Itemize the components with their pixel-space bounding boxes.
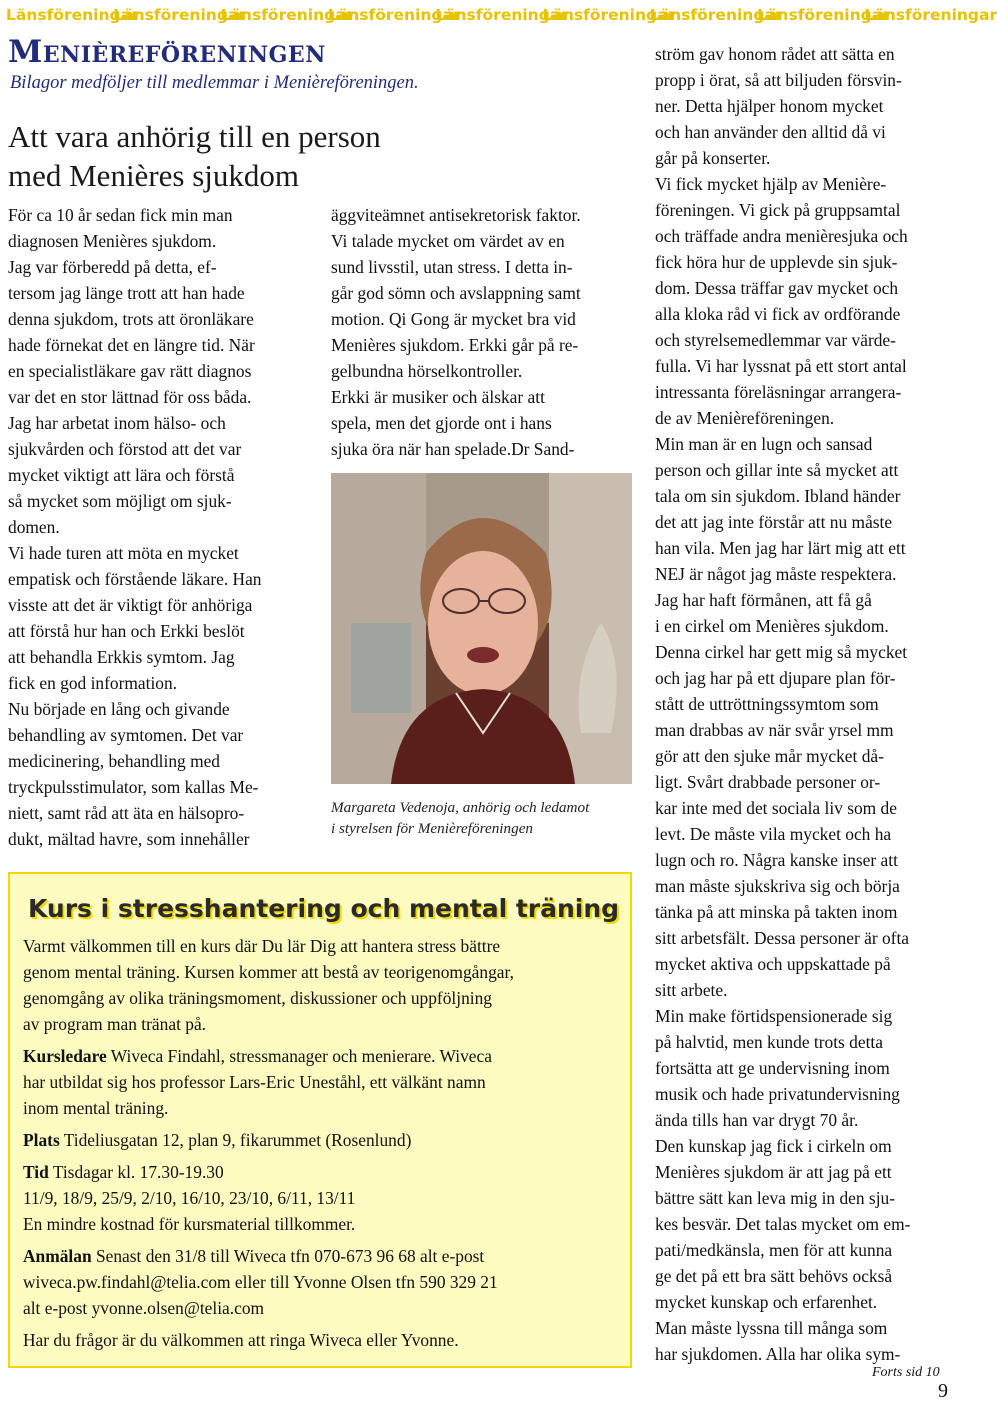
- tid-line: [23, 1159, 514, 1185]
- text-line: kes besvär. Det talas mycket om em-: [655, 1214, 911, 1234]
- text-line: sitt arbete.: [655, 980, 728, 1000]
- text-line: gör att den sjuke mår mycket då-: [655, 746, 884, 766]
- text-line: NEJ är något jag måste respektera.: [655, 564, 897, 584]
- text-line: gelbundna hörselkontroller.: [331, 361, 523, 381]
- text-line: Min make förtidspensionerade sig: [655, 1006, 893, 1026]
- text-line: spela, men det gjorde ont i hans: [331, 413, 552, 433]
- course-intro-line: genom mental träning. Kursen kommer att bestå av teorigenomgångar,: [23, 962, 514, 982]
- text-line: intressanta föreläsningar arrangera-: [655, 382, 902, 402]
- text-line: på halvtid, men kunde trots detta: [655, 1032, 883, 1052]
- text-line: motion. Qi Gong är mycket bra vid: [331, 309, 576, 329]
- text-line: Erkki är musiker och älskar att: [331, 387, 545, 407]
- text-line: Jag var förberedd på detta, ef-: [8, 257, 217, 277]
- text-line: fortsätta att ge undervisning inom: [655, 1058, 890, 1078]
- text-line: denna sjukdom, trots att öronläkare: [8, 309, 254, 329]
- text-line: de av Menièreföreningen.: [655, 408, 835, 428]
- kursledare-text: Wiveca Findahl, stressmanager och menierare. Wiveca: [106, 1046, 492, 1066]
- text-line: Menières sjukdom. Erkki går på re-: [331, 335, 579, 355]
- text-line: tala om sin sjukdom. Ibland händer: [655, 486, 901, 506]
- tid-label: Tid: [23, 1162, 49, 1182]
- text-line: ge det på ett bra sätt behövs också: [655, 1266, 893, 1286]
- text-line: diagnosen Menières sjukdom.: [8, 231, 217, 251]
- text-line: äggviteämnet antisekretorisk faktor.: [331, 205, 581, 225]
- text-line: fick en god information.: [8, 673, 178, 693]
- text-line: hade förnekat det en längre tid. När: [8, 335, 255, 355]
- text-line: behandling av symtomen. Det var: [8, 725, 244, 745]
- text-line: levt. De måste vila mycket och ha: [655, 824, 892, 844]
- text-line: fulla. Vi har lyssnat på ett stort antal: [655, 356, 907, 376]
- text-line: kar inte med det sociala liv som de: [655, 798, 897, 818]
- banner-word: Länsföreningar: [649, 6, 783, 24]
- article-column-1: [8, 202, 309, 852]
- text-line: Menières sjukdom är att jag på ett: [655, 1162, 892, 1182]
- kursledare-line: [23, 1043, 514, 1069]
- text-line: bättre sätt kan leva mig in den sju-: [655, 1188, 896, 1208]
- dates-line: 11/9, 18/9, 25/9, 2/10, 16/10, 23/10, 6/11, 13/11: [23, 1188, 356, 1208]
- anmalan-line: alt e-post yvonne.olsen@telia.com: [23, 1298, 265, 1318]
- text-line: niett, samt råd att äta en hälsopro-: [8, 803, 245, 823]
- text-line: stått de uttröttningssymtom som: [655, 694, 879, 714]
- text-line: sund livsstil, utan stress. I detta in-: [331, 257, 573, 277]
- text-line: sjuka öra när han spelade.Dr Sand-: [331, 439, 575, 459]
- headline-line: med Menières sjukdom: [8, 158, 300, 193]
- plats-line: [23, 1127, 514, 1153]
- text-line: sjukvården och förstod att det var: [8, 439, 242, 459]
- text-line: att behandla Erkkis symtom. Jag: [8, 647, 235, 667]
- banner-word: Länsföreningar: [435, 6, 568, 24]
- kursledare-label: Kursledare: [23, 1046, 107, 1066]
- text-line: går på konserter.: [655, 148, 771, 168]
- text-line: mycket kunskap och erfarenhet.: [655, 1292, 878, 1312]
- caption-line: i styrelsen för Menièreföreningen: [331, 820, 534, 837]
- text-line: och jag har på ett djupare plan för-: [655, 668, 896, 688]
- text-line: var det en stor lättnad för oss båda.: [8, 387, 252, 407]
- text-line: För ca 10 år sedan fick min man: [8, 205, 233, 225]
- text-line: en specialistläkare gav rätt diagnos: [8, 361, 252, 381]
- course-intro-line: av program man tränat på.: [23, 1014, 207, 1034]
- text-line: Nu började en lång och givande: [8, 699, 230, 719]
- text-line: så mycket som möjligt om sjuk-: [8, 491, 232, 511]
- text-line: Denna cirkel har gett mig så mycket: [655, 642, 908, 662]
- text-line: man drabbas av när svår yrsel mm: [655, 720, 894, 740]
- plats-label: Plats: [23, 1130, 60, 1150]
- portrait-photo: [331, 473, 632, 784]
- text-line: ligt. Svårt drabbade personer or-: [655, 772, 881, 792]
- text-line: Man måste lyssna till många som: [655, 1318, 888, 1338]
- caption-line: Margareta Vedenoja, anhörig och ledamot: [331, 799, 590, 816]
- text-line: musik och hade privatundervisning: [655, 1084, 900, 1104]
- text-line: pati/medkänsla, men för att kunna: [655, 1240, 893, 1260]
- text-line: empatisk och förstående läkare. Han: [8, 569, 262, 589]
- banner-word: Länsföreningar: [542, 6, 676, 24]
- anmalan-label: Anmälan: [23, 1246, 92, 1266]
- text-line: tänka på att minska på takten inom: [655, 902, 898, 922]
- text-line: föreningen. Vi gick på gruppsamtal: [655, 200, 901, 220]
- text-line: domen.: [8, 517, 60, 537]
- text-line: dom. Dessa träffar gav mycket och: [655, 278, 899, 298]
- anmalan-line: [23, 1243, 514, 1269]
- text-line: fick höra hur de upplevde sin sjuk-: [655, 252, 898, 272]
- text-line: mycket aktiva och uppskattade på: [655, 954, 891, 974]
- course-intro-line: Varmt välkommen till en kurs där Du lär Dig att hantera stress bättre: [23, 936, 501, 956]
- banner-word: Länsföreningar: [757, 6, 890, 24]
- text-line: tryckpulsstimulator, som kallas Me-: [8, 777, 259, 797]
- banner: [0, 0, 997, 34]
- text-line: man måste sjukskriva sig och börja: [655, 876, 900, 896]
- text-line: och han använder den alltid då vi: [655, 122, 886, 142]
- kursledare-line: inom mental träning.: [23, 1098, 169, 1118]
- text-line: ström gav honom rådet att sätta en: [655, 44, 895, 64]
- headline: [8, 117, 381, 195]
- tid-text: Tisdagar kl. 17.30-19.30: [48, 1162, 224, 1182]
- text-line: Vi talade mycket om värdet av en: [331, 231, 565, 251]
- course-title: Kurs i stresshantering och mental träning: [28, 894, 620, 923]
- kursledare-line: har utbildat sig hos professor Lars-Eric Uneståhl, ett välkänt namn: [23, 1072, 486, 1092]
- text-line: och styrelsemedlemmar var värde-: [655, 330, 896, 350]
- text-line: det att jag inte förstår att nu måste: [655, 512, 893, 532]
- article-column-2: [331, 202, 632, 462]
- text-line: visste att det är viktigt för anhöriga: [8, 595, 253, 615]
- photo-caption: [331, 797, 589, 839]
- continued-note: Forts sid 10: [872, 1365, 940, 1380]
- plats-text: Tideliusgatan 12, plan 9, fikarummet (Rosenlund): [59, 1130, 412, 1150]
- banner-word: Länsföreningar: [864, 6, 997, 24]
- text-line: alla kloka råd vi fick av ordförande: [655, 304, 901, 324]
- course-intro-line: genomgång av olika träningsmoment, diskussioner och uppföljning: [23, 988, 492, 1008]
- page-number: 9: [938, 1380, 948, 1402]
- banner-word: Länsföreningar: [113, 6, 247, 24]
- text-line: och träffade andra menièresjuka och: [655, 226, 908, 246]
- text-line: i en cirkel om Menières sjukdom.: [655, 616, 889, 636]
- anmalan-line: wiveca.pw.findahl@telia.com eller till Yvonne Olsen tfn 590 329 21: [23, 1272, 498, 1292]
- course-details: [23, 933, 514, 1353]
- text-line: medicinering, behandling med: [8, 751, 221, 771]
- text-line: person och gillar inte så mycket att: [655, 460, 899, 480]
- text-line: har sjukdomen. Alla har olika sym-: [655, 1344, 901, 1364]
- text-line: Min man är en lugn och sansad: [655, 434, 873, 454]
- article-column-3: [655, 41, 956, 1367]
- text-line: ner. Detta hjälper honom mycket: [655, 96, 884, 116]
- text-line: propp i örat, så att biljuden försvin-: [655, 70, 902, 90]
- question-line: Har du frågor är du välkommen att ringa Wiveca eller Yvonne.: [23, 1330, 459, 1350]
- masthead: Menièreföreningen: [8, 34, 326, 70]
- text-line: sitt arbetsfält. Dessa personer är ofta: [655, 928, 909, 948]
- text-line: Den kunskap jag fick i cirkeln om: [655, 1136, 892, 1156]
- text-line: dukt, mältad havre, som innehåller: [8, 829, 250, 849]
- headline-line: Att vara anhörig till en person: [8, 119, 381, 154]
- text-line: att förstå hur han och Erkki beslöt: [8, 621, 245, 641]
- text-line: Vi hade turen att möta en mycket: [8, 543, 239, 563]
- text-line: han vila. Men jag har lärt mig att ett: [655, 538, 906, 558]
- banner-word: Länsföreningar: [6, 6, 139, 24]
- banner-word: Länsföreningar: [220, 6, 354, 24]
- tagline: Bilagor medföljer till medlemmar i Menièreföreningen.: [10, 73, 419, 93]
- text-line: Jag har arbetat inom hälso- och: [8, 413, 226, 433]
- text-line: ända tills han var drygt 70 år.: [655, 1110, 859, 1130]
- anmalan-text: Senast den 31/8 till Wiveca tfn 070-673 96 68 alt e-post: [91, 1246, 485, 1266]
- text-line: lugn och ro. Några kanske inser att: [655, 850, 898, 870]
- text-line: tersom jag länge trott att han hade: [8, 283, 245, 303]
- text-line: går god sömn och avslappning samt: [331, 283, 581, 303]
- banner-word: Länsföreningar: [327, 6, 461, 24]
- text-line: Jag har haft förmånen, att få gå: [655, 590, 872, 610]
- text-line: Vi fick mycket hjälp av Menière-: [655, 174, 887, 194]
- text-line: mycket viktigt att lära och förstå: [8, 465, 235, 485]
- cost-line: En mindre kostnad för kursmaterial tillkommer.: [23, 1214, 356, 1234]
